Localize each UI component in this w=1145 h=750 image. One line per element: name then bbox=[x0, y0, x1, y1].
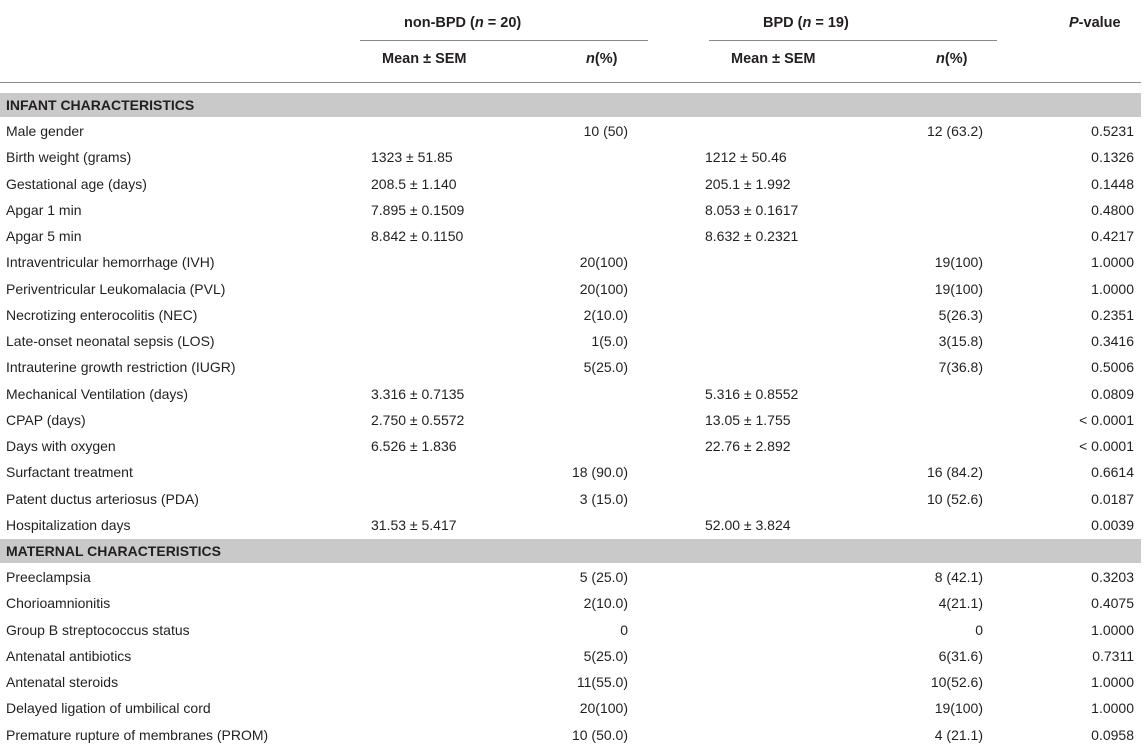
row-label: Days with oxygen bbox=[6, 438, 116, 454]
non-bpd-mean-sem: 2.750 ± 0.5572 bbox=[371, 411, 465, 428]
table-row bbox=[0, 643, 1145, 669]
table-row bbox=[0, 590, 1145, 616]
bpd-mean-sem: 205.1 ± 1.992 bbox=[705, 175, 791, 192]
section-title: MATERNAL CHARACTERISTICS bbox=[6, 543, 221, 559]
non-bpd-mean-sem: 31.53 ± 5.417 bbox=[371, 516, 457, 533]
row-label: Periventricular Leukomalacia (PVL) bbox=[6, 280, 226, 297]
non-bpd-mean-sem: 3.316 ± 0.7135 bbox=[371, 385, 465, 402]
row-label: Antenatal steroids bbox=[6, 674, 119, 690]
non-bpd-mean-sem: 7.895 ± 0.1509 bbox=[371, 201, 465, 218]
row-label: Mechanical Ventilation (days) bbox=[6, 385, 189, 402]
bpd-n-pct: 10(52.6) bbox=[930, 674, 983, 690]
bpd-mean-sem: 5.316 ± 0.8552 bbox=[705, 385, 799, 402]
header-bottom-rule bbox=[0, 82, 1141, 83]
section-header bbox=[0, 93, 1141, 117]
table-row bbox=[0, 486, 1145, 512]
bpd-n-pct: 16 (84.2) bbox=[926, 464, 983, 481]
bpd-n-pct: 7(36.8) bbox=[938, 359, 983, 376]
row-label: Late-onset neonatal sepsis (LOS) bbox=[6, 333, 215, 349]
table-row bbox=[0, 302, 1145, 328]
table-row bbox=[0, 459, 1145, 485]
header-group-non-bpd: non-BPD (n = 20) bbox=[404, 15, 522, 31]
bpd-n-pct: 19(100) bbox=[934, 254, 983, 271]
table-row bbox=[0, 354, 1145, 380]
non-bpd-n-pct: 2(10.0) bbox=[583, 306, 628, 323]
row-label: Surfactant treatment bbox=[6, 464, 133, 481]
section-title: INFANT CHARACTERISTICS bbox=[6, 97, 195, 113]
table-row bbox=[0, 197, 1145, 223]
non-bpd-n-pct: 3 (15.0) bbox=[579, 490, 628, 507]
bpd-mean-sem: 22.76 ± 2.892 bbox=[705, 438, 791, 454]
table-row bbox=[0, 144, 1145, 170]
non-bpd-mean-sem: 208.5 ± 1.140 bbox=[371, 175, 457, 192]
section-header bbox=[0, 539, 1141, 563]
p-value: 0.1326 bbox=[1091, 149, 1134, 166]
bpd-n-pct: 19(100) bbox=[934, 280, 983, 297]
bpd-mean-sem: 1212 ± 50.46 bbox=[705, 149, 787, 166]
p-value: 1.0000 bbox=[1091, 280, 1134, 297]
row-label: Male gender bbox=[6, 123, 84, 139]
table-row bbox=[0, 407, 1145, 433]
non-bpd-mean-sem: 6.526 ± 1.836 bbox=[371, 438, 457, 454]
p-value: 0.1448 bbox=[1091, 175, 1134, 192]
bpd-mean-sem: 13.05 ± 1.755 bbox=[705, 411, 791, 428]
non-bpd-n-pct: 5(25.0) bbox=[583, 359, 628, 376]
non-bpd-mean-sem: 1323 ± 51.85 bbox=[371, 149, 453, 166]
row-label: Delayed ligation of umbilical cord bbox=[6, 700, 211, 717]
p-value: 1.0000 bbox=[1091, 674, 1134, 690]
table-row bbox=[0, 695, 1145, 721]
p-value: 0.2351 bbox=[1091, 306, 1134, 323]
row-label: Intraventricular hemorrhage (IVH) bbox=[6, 254, 215, 271]
non-bpd-n-pct: 0 bbox=[620, 621, 628, 638]
table-row bbox=[0, 328, 1145, 354]
non-bpd-n-pct: 20(100) bbox=[579, 254, 628, 271]
table-row bbox=[0, 223, 1145, 249]
row-label: Necrotizing enterocolitis (NEC) bbox=[6, 306, 198, 323]
p-value: 0.0809 bbox=[1091, 385, 1134, 402]
bpd-n-pct: 12 (63.2) bbox=[926, 123, 983, 139]
header-mean-sem-non-bpd: Mean ± SEM bbox=[382, 51, 467, 67]
p-value: 0.0187 bbox=[1091, 490, 1134, 507]
p-value: 0.6614 bbox=[1091, 464, 1134, 481]
bpd-mean-sem: 8.632 ± 0.2321 bbox=[705, 228, 799, 244]
non-bpd-n-pct: 10 (50) bbox=[583, 123, 628, 139]
p-value: 0.5006 bbox=[1091, 359, 1134, 376]
row-label: Hospitalization days bbox=[6, 516, 131, 533]
header-p-value: P-value bbox=[1069, 15, 1121, 31]
p-value: 0.7311 bbox=[1092, 647, 1134, 664]
header-n-pct-bpd: n(%) bbox=[936, 51, 968, 67]
p-value: 0.5231 bbox=[1091, 123, 1134, 139]
bpd-n-pct: 19(100) bbox=[934, 700, 983, 717]
non-bpd-n-pct: 11(55.0) bbox=[576, 674, 628, 690]
p-value: 1.0000 bbox=[1091, 621, 1134, 638]
header-group-bpd: BPD (n = 19) bbox=[763, 15, 849, 31]
p-value: < 0.0001 bbox=[1079, 411, 1134, 428]
non-bpd-n-pct: 20(100) bbox=[579, 700, 628, 717]
table-row bbox=[0, 433, 1145, 459]
header-underline-bpd bbox=[709, 40, 997, 41]
table-row bbox=[0, 512, 1145, 538]
p-value: 0.4800 bbox=[1091, 201, 1134, 218]
p-value: 0.4075 bbox=[1091, 595, 1134, 612]
bpd-n-pct: 4 (21.1) bbox=[934, 726, 983, 743]
non-bpd-mean-sem: 8.842 ± 0.1150 bbox=[371, 228, 464, 244]
non-bpd-n-pct: 5(25.0) bbox=[583, 647, 628, 664]
row-label: Antenatal antibiotics bbox=[6, 647, 132, 664]
row-label: Premature rupture of membranes (PROM) bbox=[6, 726, 269, 743]
bpd-n-pct: 10 (52.6) bbox=[926, 490, 983, 507]
bpd-mean-sem: 52.00 ± 3.824 bbox=[705, 516, 791, 533]
row-label: CPAP (days) bbox=[6, 411, 86, 428]
p-value: < 0.0001 bbox=[1079, 438, 1134, 454]
table-row bbox=[0, 249, 1145, 275]
row-label: Intrauterine growth restriction (IUGR) bbox=[6, 359, 236, 376]
p-value: 1.0000 bbox=[1091, 700, 1134, 717]
bpd-n-pct: 0 bbox=[975, 621, 983, 638]
table-row bbox=[0, 669, 1145, 695]
row-label: Patent ductus arteriosus (PDA) bbox=[6, 490, 199, 507]
p-value: 0.3416 bbox=[1091, 333, 1134, 349]
non-bpd-n-pct: 5 (25.0) bbox=[579, 569, 628, 585]
header-n-pct-non-bpd: n(%) bbox=[586, 51, 618, 67]
non-bpd-n-pct: 10 (50.0) bbox=[571, 726, 628, 743]
bpd-n-pct: 4(21.1) bbox=[938, 595, 983, 612]
row-label: Chorioamnionitis bbox=[6, 595, 111, 612]
table-row bbox=[0, 381, 1145, 407]
p-value: 0.0039 bbox=[1091, 516, 1134, 533]
header-underline-non-bpd bbox=[360, 40, 648, 41]
bpd-mean-sem: 8.053 ± 0.1617 bbox=[705, 201, 799, 218]
p-value: 0.4217 bbox=[1091, 228, 1134, 244]
table-row bbox=[0, 276, 1145, 302]
header-mean-sem-bpd: Mean ± SEM bbox=[731, 51, 816, 67]
row-label: Apgar 5 min bbox=[6, 228, 82, 244]
table-row bbox=[0, 118, 1145, 144]
bpd-n-pct: 3(15.8) bbox=[938, 333, 983, 349]
bpd-n-pct: 5(26.3) bbox=[938, 306, 983, 323]
row-label: Gestational age (days) bbox=[6, 175, 147, 192]
non-bpd-n-pct: 2(10.0) bbox=[583, 595, 628, 612]
bpd-n-pct: 8 (42.1) bbox=[934, 569, 983, 585]
row-label: Birth weight (grams) bbox=[6, 149, 132, 166]
bpd-n-pct: 6(31.6) bbox=[938, 647, 983, 664]
row-label: Group B streptococcus status bbox=[6, 621, 190, 638]
non-bpd-n-pct: 20(100) bbox=[579, 280, 628, 297]
table-row bbox=[0, 564, 1145, 590]
non-bpd-n-pct: 18 (90.0) bbox=[571, 464, 628, 481]
row-label: Apgar 1 min bbox=[6, 201, 82, 218]
table-row bbox=[0, 722, 1145, 748]
p-value: 0.3203 bbox=[1091, 569, 1134, 585]
row-label: Preeclampsia bbox=[6, 569, 91, 585]
p-value: 1.0000 bbox=[1091, 254, 1134, 271]
p-value: 0.0958 bbox=[1091, 726, 1134, 743]
non-bpd-n-pct: 1(5.0) bbox=[591, 333, 628, 349]
table-row bbox=[0, 171, 1145, 197]
table-row bbox=[0, 617, 1145, 643]
